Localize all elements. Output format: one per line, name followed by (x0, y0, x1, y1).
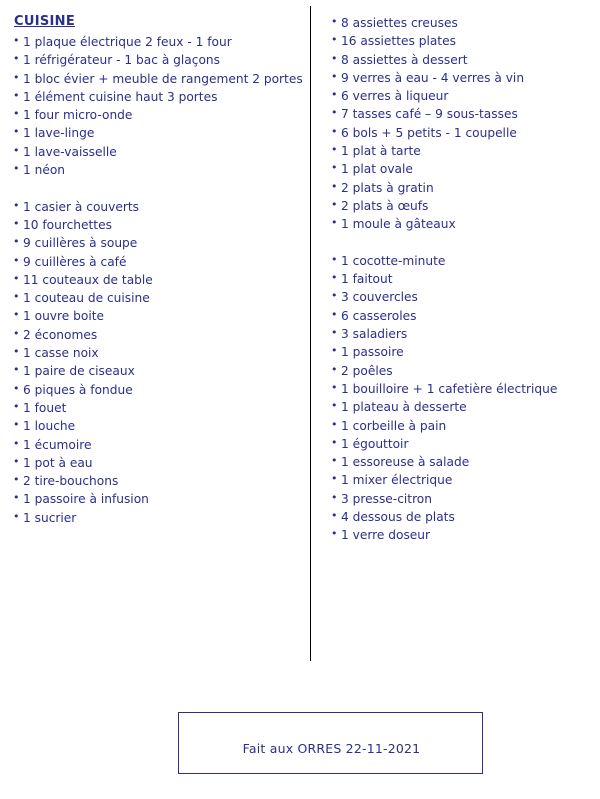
list-item (12, 326, 302, 344)
list-item-label: 1 élément cuisine haut 3 portes (23, 89, 218, 104)
list-item (12, 253, 302, 271)
bullet-icon: • (13, 473, 20, 487)
list-spacer (12, 179, 302, 197)
list-item (330, 215, 590, 233)
bullet-icon: • (13, 454, 20, 468)
list-item-label: 10 fourchettes (23, 217, 112, 232)
list-item-label: 9 cuillères à soupe (23, 236, 138, 251)
list-item-label: 16 assiettes plates (341, 34, 456, 49)
bullet-icon: • (13, 88, 20, 102)
list-item (330, 87, 590, 105)
list-item-label: 1 louche (23, 419, 76, 434)
list-item-label: 6 verres à liqueur (341, 89, 449, 104)
right-column (330, 14, 590, 545)
bullet-icon: • (331, 399, 338, 413)
bullet-icon: • (331, 252, 338, 266)
list-spacer (330, 234, 590, 252)
list-item (330, 398, 590, 416)
bullet-icon: • (13, 34, 20, 47)
list-item (12, 307, 302, 325)
list-item (330, 270, 590, 288)
list-item-label: 2 plats à gratin (341, 180, 434, 195)
bullet-icon: • (13, 418, 20, 432)
bullet-icon: • (331, 435, 338, 449)
list-item (12, 143, 302, 161)
list-item-label: 3 presse-citron (341, 491, 432, 506)
list-item (12, 51, 302, 69)
list-item-label: 2 poêles (341, 363, 393, 378)
list-item-label: 1 bouilloire + 1 cafetière électrique (341, 381, 558, 396)
bullet-icon: • (331, 417, 338, 431)
list-item (12, 198, 302, 216)
bullet-icon: • (13, 326, 20, 340)
bullet-icon: • (13, 363, 20, 377)
list-item (330, 362, 590, 380)
list-item (330, 32, 590, 50)
list-item (12, 289, 302, 307)
list-item-label: 1 plat à tarte (341, 144, 421, 159)
list-item-label: 1 essoreuse à salade (341, 455, 470, 470)
list-item (330, 417, 590, 435)
bullet-icon: • (13, 198, 20, 212)
bullet-icon: • (331, 51, 338, 65)
list-item (330, 160, 590, 178)
bullet-icon: • (13, 70, 20, 84)
bullet-icon: • (13, 52, 20, 66)
list-item-label: 2 plats à œufs (341, 198, 429, 213)
list-item (12, 88, 302, 106)
bullet-icon: • (331, 509, 338, 523)
list-item-label: 1 casse noix (23, 346, 99, 361)
list-item (12, 344, 302, 362)
list-item-label: 4 dessous de plats (341, 510, 455, 525)
list-item (12, 106, 302, 124)
list-item (12, 436, 302, 454)
list-item-label: 1 mixer électrique (341, 473, 453, 488)
list-item-label: 1 moule à gâteaux (341, 217, 456, 232)
list-item (330, 51, 590, 69)
list-item (330, 343, 590, 361)
list-item (330, 179, 590, 197)
list-item (12, 490, 302, 508)
list-item (330, 69, 590, 87)
left-column-list (12, 33, 302, 527)
bullet-icon: • (13, 436, 20, 450)
list-item-label: 1 pot à eau (23, 455, 93, 470)
list-item-label: 2 économes (23, 327, 98, 342)
list-item (330, 471, 590, 489)
bullet-icon: • (331, 216, 338, 230)
footer-box (178, 712, 483, 774)
bullet-icon: • (331, 69, 338, 83)
bullet-icon: • (13, 271, 20, 285)
column-divider (310, 6, 311, 661)
list-item-label: 1 four micro-onde (23, 108, 133, 123)
list-item-label: 3 couvercles (341, 290, 418, 305)
list-item-label: 1 casier à couverts (23, 199, 139, 214)
bullet-icon: • (331, 307, 338, 321)
bullet-icon: • (331, 197, 338, 211)
list-item-label: 1 réfrigérateur - 1 bac à glaçons (23, 53, 220, 68)
list-item-label: 1 lave-vaisselle (23, 144, 117, 159)
list-item (12, 417, 302, 435)
bullet-icon: • (13, 399, 20, 413)
list-item-label: 1 plat ovale (341, 162, 413, 177)
bullet-icon: • (331, 527, 338, 541)
bullet-icon: • (13, 253, 20, 267)
list-item-label: 1 néon (23, 163, 66, 178)
bullet-icon: • (13, 107, 20, 121)
list-item-label: 1 verre doseur (341, 528, 431, 543)
list-item-label: 1 plateau à desserte (341, 400, 467, 415)
list-item-label: 2 tire-bouchons (23, 474, 119, 489)
bullet-icon: • (331, 326, 338, 340)
bullet-icon: • (331, 490, 338, 504)
bullet-icon: • (331, 271, 338, 285)
list-item-label: 1 lave-linge (23, 126, 95, 141)
list-item-label: 8 assiettes à dessert (341, 52, 468, 67)
bullet-icon: • (331, 88, 338, 102)
list-item-label: 7 tasses café – 9 sous-tasses (341, 107, 518, 122)
list-item-label: 8 assiettes creuses (341, 16, 458, 30)
list-item (330, 453, 590, 471)
list-item-label: 1 fouet (23, 400, 67, 415)
bullet-icon: • (13, 381, 20, 395)
list-item-label: 6 piques à fondue (23, 382, 133, 397)
list-item-label: 1 passoire (341, 345, 404, 360)
bullet-icon: • (331, 143, 338, 157)
list-item (330, 380, 590, 398)
list-item (330, 307, 590, 325)
bullet-icon: • (13, 509, 20, 523)
list-item (12, 234, 302, 252)
bullet-icon: • (331, 161, 338, 175)
list-item (12, 33, 302, 51)
list-item (12, 216, 302, 234)
bullet-icon: • (331, 380, 338, 394)
bullet-icon: • (13, 216, 20, 230)
list-item-label: 1 faitout (341, 272, 393, 287)
list-item-label: 1 passoire à infusion (23, 492, 149, 507)
bullet-icon: • (331, 289, 338, 303)
page-title: CUISINE (14, 14, 75, 29)
list-item (12, 70, 302, 88)
bullet-icon: • (13, 345, 20, 359)
bullet-icon: • (13, 308, 20, 322)
list-item-label: 6 casseroles (341, 308, 417, 323)
list-item (12, 454, 302, 472)
bullet-icon: • (13, 162, 20, 176)
list-item (12, 509, 302, 527)
bullet-icon: • (13, 125, 20, 139)
list-item (12, 472, 302, 490)
list-item (330, 197, 590, 215)
bullet-icon: • (331, 33, 338, 47)
list-item (12, 271, 302, 289)
list-item (12, 124, 302, 142)
list-item (330, 105, 590, 123)
list-item-label: 1 corbeille à pain (341, 418, 447, 433)
list-item-label: 9 cuillères à café (23, 254, 127, 269)
right-column-list (330, 14, 590, 545)
bullet-icon: • (331, 362, 338, 376)
list-item (330, 288, 590, 306)
list-item (330, 490, 590, 508)
bullet-icon: • (331, 344, 338, 358)
list-item-label: 3 saladiers (341, 327, 408, 342)
list-item (12, 161, 302, 179)
list-item-label: 1 sucrier (23, 510, 77, 525)
bullet-icon: • (13, 235, 20, 249)
list-item (12, 399, 302, 417)
list-item-label: 9 verres à eau - 4 verres à vin (341, 70, 525, 85)
bullet-icon: • (331, 106, 338, 120)
list-item-label: 1 plaque électrique 2 feux - 1 four (23, 35, 232, 49)
left-column (12, 14, 302, 527)
bullet-icon: • (331, 15, 338, 28)
list-item-label: 11 couteaux de table (23, 272, 153, 287)
list-item (330, 124, 590, 142)
bullet-icon: • (13, 290, 20, 304)
list-item-label: 1 ouvre boite (23, 309, 104, 324)
list-item-label: 1 paire de ciseaux (23, 364, 135, 379)
bullet-icon: • (331, 124, 338, 138)
list-item (330, 325, 590, 343)
list-item (330, 142, 590, 160)
list-item (330, 252, 590, 270)
list-item (330, 508, 590, 526)
bullet-icon: • (331, 454, 338, 468)
list-item-label: 1 couteau de cuisine (23, 291, 150, 306)
bullet-icon: • (13, 143, 20, 157)
list-item (330, 435, 590, 453)
footer-text: Fait aux ORRES 22-11-2021 (242, 741, 421, 756)
list-item-label: 1 écumoire (23, 437, 92, 452)
bullet-icon: • (331, 179, 338, 193)
bullet-icon: • (13, 491, 20, 505)
bullet-icon: • (331, 472, 338, 486)
list-item-label: 1 bloc évier + meuble de rangement 2 portes (23, 71, 303, 86)
list-item (12, 381, 302, 399)
list-item (12, 362, 302, 380)
list-item-label: 6 bols + 5 petits - 1 coupelle (341, 125, 517, 140)
list-item (330, 14, 590, 32)
list-item-label: 1 cocotte-minute (341, 253, 446, 268)
list-item (330, 526, 590, 544)
list-item-label: 1 égouttoir (341, 436, 409, 451)
